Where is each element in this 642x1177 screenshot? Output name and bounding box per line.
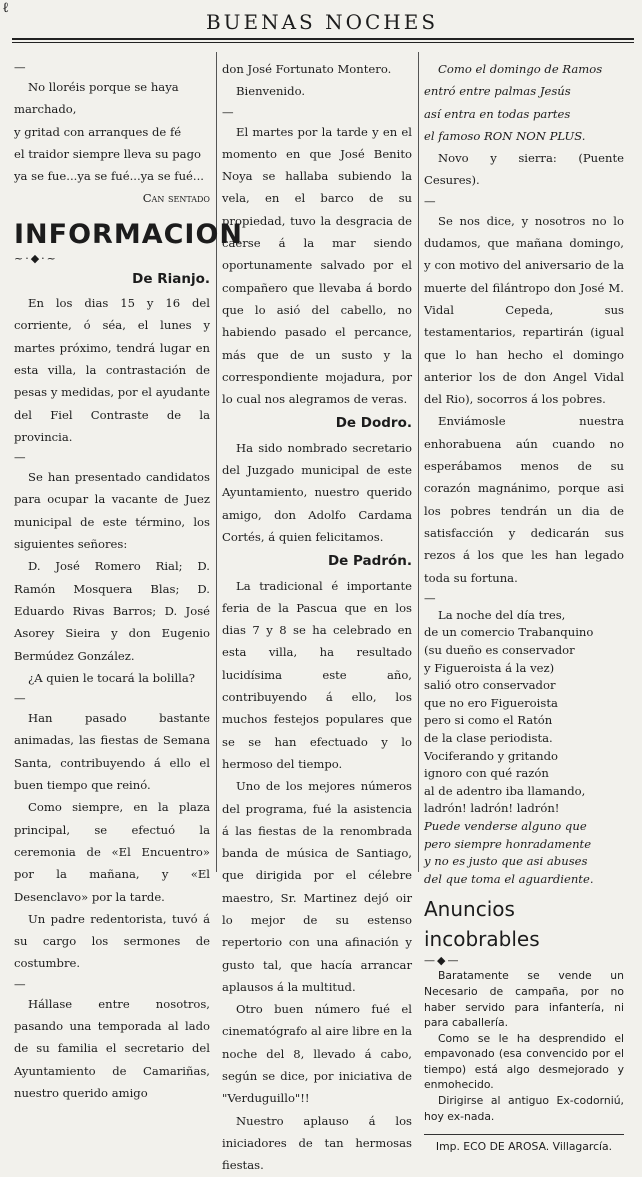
poem-signature: Can sentado	[142, 191, 210, 206]
article-paragraph: Como siempre, en la plaza principal, se efectuó la ceremonia de «El Encuentro» por la mañana, y «El Desenclavo» por la tarde.	[14, 800, 210, 904]
verse-line: entró entre palmas Jesús	[424, 84, 571, 99]
article-paragraph: Uno de los mejores números del programa, fué la asistencia á las fiestas de la renombrada banda de música de Santiago, que dirigida por el célebre maestro, Sr. Martinez dejó oir lo mejor de su estenso repertorio con una afinación y gusto tal, que hacía arrancar aplausos á la multitud.	[222, 779, 412, 994]
column-3	[424, 58, 624, 1155]
poem-line: Puede venderse alguno que	[424, 818, 587, 833]
section-title-informacion: INFORMACION	[14, 218, 244, 250]
verse-ron-non-plus	[424, 58, 624, 147]
corner-mark: ℓ	[3, 0, 9, 16]
article-paragraph: ¿A quien le tocará la bolilla?	[28, 670, 195, 685]
ads-title: Anuncios incobrables	[424, 897, 540, 952]
ornament-divider: —◆—	[424, 954, 461, 968]
ads-block	[424, 968, 624, 1155]
verse-line: el famoso RON NON PLUS.	[424, 128, 586, 143]
article-paragraph: Un padre redentorista, tuvó á su cargo los sermones de costumbre.	[14, 911, 210, 971]
separator: —	[14, 60, 26, 74]
article-paragraph: Hállase entre nosotros, pasando una temporada al lado de su familia el secretario del Ayuntamiento de Camariñas, nuestro querido amigo	[14, 996, 210, 1100]
separator: —	[222, 104, 234, 119]
poem-line: (su dueño es conservador	[424, 643, 575, 658]
heading-padron: De Padrón.	[327, 553, 412, 570]
masthead: BUENAS NOCHES	[205, 10, 439, 34]
article-paragraph: Se nos dice, y nosotros no lo dudamos, que mañana domingo, y con motivo del aniversario de la muerte del filántropo don José M. Vidal Cepeda, sus testamentarios, repartirán (igual que lo han hecho el domingo anterior los de don Angel Vidal del Rio), socorros á los pobres.	[424, 213, 624, 407]
ornament-divider: ~·◆·~	[14, 251, 58, 265]
separator: —	[14, 691, 26, 706]
ad-paragraph: Como se le ha desprendido el empavonado (esa convencido por el tiempo) está algo desmejorado y enmohecido.	[424, 1031, 624, 1092]
poem-line: del que toma el aguardiente.	[424, 871, 594, 886]
poem-farewell	[14, 76, 210, 187]
separator: —	[14, 976, 26, 991]
heading-dodro: De Dodro.	[335, 415, 412, 432]
article-paragraph: don José Fortunato Montero.	[222, 62, 392, 76]
verse-line: Como el domingo de Ramos	[438, 62, 603, 76]
poem-line: el traidor siempre lleva su pago	[14, 146, 201, 161]
article-paragraph: Han pasado bastante animadas, las fiestas de Semana Santa, contribuyendo á ello el buen tiempo que reinó.	[14, 711, 210, 793]
poem-line: salió otro conservador	[424, 678, 556, 693]
column-2	[222, 58, 412, 1177]
masthead-rule-bottom	[12, 42, 634, 43]
article-paragraph: Bienvenido.	[236, 84, 306, 99]
article-paragraph: Enviámosle nuestra enhorabuena aún cuando no esperábamos menos de su corazón magnánimo, porque asi los pobres tendrán un dia de satisfacción y dedicarán sus rezos á los que les han legado toda su fortuna.	[424, 414, 624, 585]
article-paragraph: Nuestro aplauso á los iniciadores de tan hermosas fiestas.	[222, 1113, 412, 1173]
poem-line: y gritad con arranques de fé	[14, 124, 182, 139]
poem-line: Vociferando y gritando	[424, 748, 558, 763]
article-paragraph: D. José Romero Rial; D. Ramón Mosquera Blas; D. Eduardo Rivas Barros; D. José Asorey Sieira y don Eugenio Bermúdez González.	[14, 559, 210, 663]
poem-line: de un comercio Trabanquino	[424, 625, 594, 640]
masthead-rule-top	[12, 38, 634, 40]
poem-line: pero si como el Ratón	[424, 713, 553, 728]
poem-line: y no es justo que asi abuses	[424, 854, 588, 869]
article-paragraph: Novo y sierra: (Puente Cesures).	[424, 151, 624, 188]
poem-line: No lloréis porque se haya marchado,	[14, 80, 179, 117]
poem-line: y Figueroista á la vez)	[424, 660, 555, 675]
heading-rianjo: De Rianjo.	[132, 270, 210, 287]
separator: —	[424, 193, 436, 208]
imprint: Imp. ECO DE AROSA. Villagarcía.	[424, 1134, 624, 1155]
ad-paragraph: Dirigirse al antiguo Ex-codorniú, hoy ex-nada.	[424, 1094, 624, 1123]
separator: —	[424, 590, 436, 605]
column-divider-1	[216, 52, 217, 872]
article-paragraph: En los dias 15 y 16 del corriente, ó séa, el lunes y martes próximo, tendrá lugar en esta villa, la contrastación de pesas y medidas, por el ayudante del Fiel Contraste de la provincia.	[14, 296, 210, 444]
poem-line: que no ero Figueroista	[424, 695, 558, 710]
article-paragraph: Se han presentado candidatos para ocupar la vacante de Juez municipal de este término, los siguientes señores:	[14, 470, 210, 552]
poem-line: pero siempre honradamente	[424, 836, 592, 851]
article-paragraph: Otro buen número fué el cinematógrafo al aire libre en la noche del 8, llevado á cabo, según se dice, por iniciativa de "Verduguillo"!!	[222, 1002, 412, 1106]
verse-line: así entra en todas partes	[424, 106, 571, 121]
separator: —	[14, 450, 26, 465]
poem-line: ladrón! ladrón! ladrón!	[424, 801, 560, 816]
poem-line: ya se fue...ya se fué...ya se fué...	[14, 169, 204, 184]
article-paragraph: La tradicional é importante feria de la Pascua que en los dias 7 y 8 se ha celebrado en esta villa, ha resultado lucidísima este año, contribuyendo á ello, los muchos festejos populares que se se han efectuado y lo hermoso del tiempo.	[222, 578, 412, 771]
poem-line: de la clase periodista.	[424, 730, 553, 745]
column-1	[14, 58, 244, 1104]
poem-line: La noche del día tres,	[438, 607, 566, 622]
article-paragraph: Ha sido nombrado secretario del Juzgado municipal de este Ayuntamiento, nuestro querido amigo, don Adolfo Cardama Cortés, á quien felicitamos.	[222, 440, 412, 544]
column-divider-2	[418, 52, 419, 872]
article-paragraph: El martes por la tarde y en el momento en que José Benito Noya se hallaba subiendo la vela, en el barco de su propiedad, tuvo la desgracia de caerse á la mar siendo oportunamente salvado por el compañero que llevaba á bordo que lo asió del cabello, no habiendo pasado el percance, más que de un susto y la correspondiente mojadura, por lo cual nos alegramos de veras.	[222, 124, 412, 407]
poem-trabanquino	[424, 607, 624, 889]
poem-line: ignoro con qué razón	[424, 766, 549, 781]
poem-line: al de adentro iba llamando,	[424, 783, 586, 798]
ad-paragraph: Baratamente se vende un Necesario de campaña, por no haber servido para infantería, ni para caballería.	[424, 969, 624, 1030]
